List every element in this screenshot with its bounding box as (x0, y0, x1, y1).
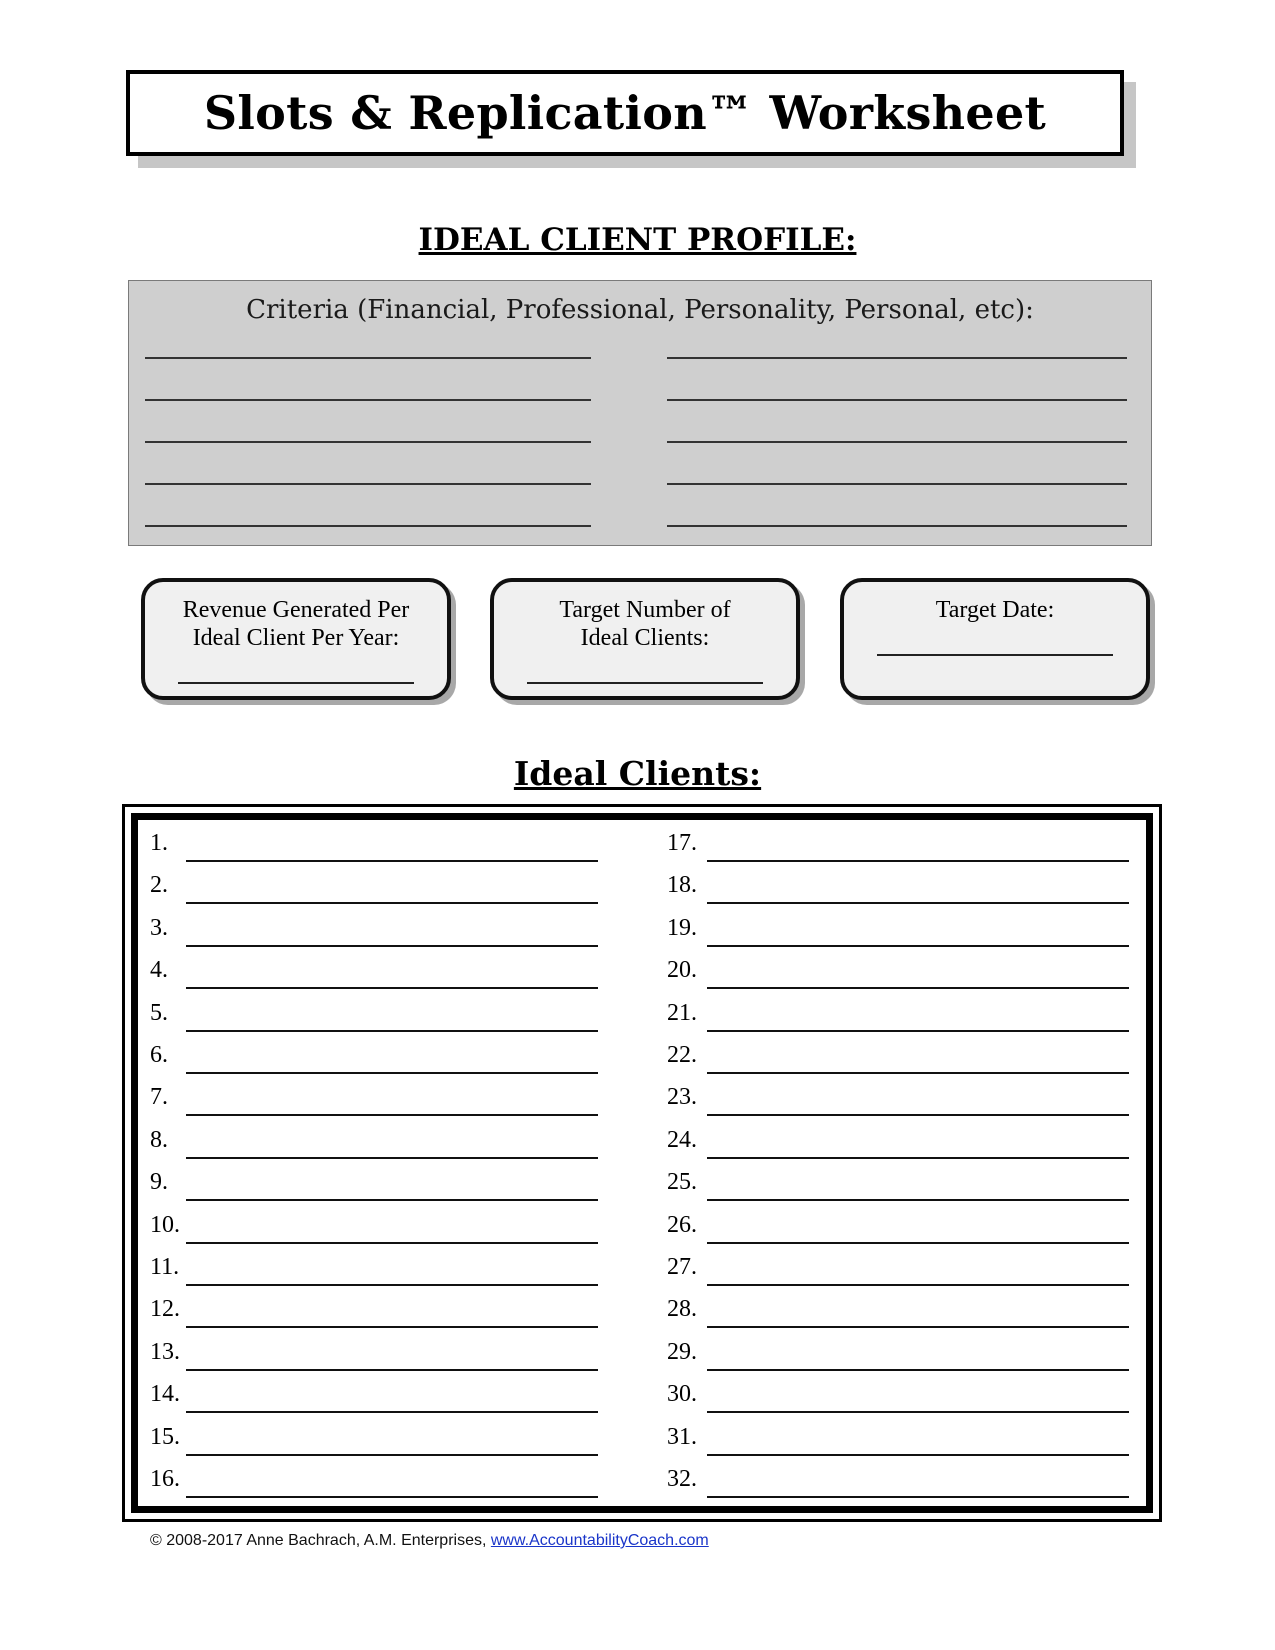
target-date-box (840, 578, 1150, 700)
client-name-line[interactable] (707, 1411, 1129, 1413)
client-name-line[interactable] (707, 902, 1129, 904)
client-row (150, 1337, 598, 1371)
client-name-line[interactable] (186, 1369, 598, 1371)
client-number: 10. (150, 1211, 180, 1238)
client-row (667, 1464, 1129, 1498)
client-row (667, 870, 1129, 904)
client-row (667, 1379, 1129, 1413)
criteria-line-right[interactable] (667, 399, 1127, 401)
client-row (150, 1167, 598, 1201)
target-number-label-line-1: Target Number of (559, 597, 731, 623)
client-number: 21. (667, 999, 697, 1026)
client-number: 23. (667, 1084, 697, 1111)
client-number: 18. (667, 872, 697, 899)
client-number: 30. (667, 1381, 697, 1408)
revenue-per-client-box (141, 578, 451, 700)
target-number-input-line[interactable] (527, 656, 763, 684)
client-name-line[interactable] (186, 1284, 598, 1286)
revenue-input-line[interactable] (178, 656, 414, 684)
client-name-line[interactable] (707, 1326, 1129, 1328)
client-name-line[interactable] (707, 1242, 1129, 1244)
client-name-line[interactable] (707, 1030, 1129, 1032)
client-name-line[interactable] (186, 902, 598, 904)
revenue-label-line-2: Ideal Client Per Year: (192, 625, 400, 651)
client-row (150, 1210, 598, 1244)
criteria-line-left[interactable] (145, 357, 591, 359)
criteria-line-left[interactable] (145, 483, 591, 485)
criteria-line-left[interactable] (145, 441, 591, 443)
client-number: 2. (150, 872, 168, 899)
client-name-line[interactable] (186, 1030, 598, 1032)
client-row (667, 1082, 1129, 1116)
client-row (150, 870, 598, 904)
client-name-line[interactable] (707, 860, 1129, 862)
footer (150, 1532, 709, 1550)
copyright-text: © 2008-2017 Anne Bachrach, A.M. Enterprises, (150, 1532, 491, 1549)
client-number: 7. (150, 1084, 168, 1111)
client-number: 24. (667, 1126, 697, 1153)
client-number: 11. (150, 1254, 180, 1280)
client-row (150, 1464, 598, 1498)
client-row (667, 828, 1129, 862)
client-number: 9. (150, 1169, 168, 1196)
client-number: 16. (150, 1466, 180, 1492)
client-row (150, 1294, 598, 1328)
client-number: 15. (150, 1423, 180, 1450)
client-number: 6. (150, 1042, 168, 1068)
criteria-line-right[interactable] (667, 525, 1127, 527)
client-row (150, 1379, 598, 1413)
client-number: 13. (150, 1338, 180, 1365)
client-row (667, 913, 1129, 947)
client-row (667, 1337, 1129, 1371)
ideal-client-profile-heading: IDEAL CLIENT PROFILE: (418, 222, 857, 258)
client-name-line[interactable] (707, 1284, 1129, 1286)
page-title: Slots & Replication™ Worksheet (203, 86, 1047, 140)
criteria-label: Criteria (Financial, Professional, Personality, Personal, etc): (246, 295, 1034, 325)
client-name-line[interactable] (707, 1157, 1129, 1159)
target-number-label-line-2: Ideal Clients: (580, 625, 710, 651)
client-name-line[interactable] (186, 860, 598, 862)
client-number: 32. (667, 1466, 697, 1492)
client-number: 22. (667, 1042, 697, 1068)
client-name-line[interactable] (707, 1199, 1129, 1201)
client-name-line[interactable] (186, 1157, 598, 1159)
client-number: 29. (667, 1338, 697, 1365)
client-row (150, 1040, 598, 1074)
client-name-line[interactable] (186, 1326, 598, 1328)
ideal-clients-heading: Ideal Clients: (513, 754, 762, 793)
criteria-line-right[interactable] (667, 357, 1127, 359)
client-name-line[interactable] (186, 987, 598, 989)
client-row (667, 1422, 1129, 1456)
client-row (667, 1252, 1129, 1286)
target-date-input-line[interactable] (877, 628, 1113, 656)
client-name-line[interactable] (186, 1242, 598, 1244)
client-name-line[interactable] (707, 1454, 1129, 1456)
target-date-label: Target Date: (935, 597, 1055, 623)
client-row (150, 955, 598, 989)
client-number: 14. (150, 1381, 180, 1408)
criteria-line-left[interactable] (145, 399, 591, 401)
client-number: 20. (667, 957, 697, 984)
target-number-box (490, 578, 800, 700)
client-name-line[interactable] (186, 1411, 598, 1413)
client-name-line[interactable] (707, 1369, 1129, 1371)
ideal-clients-frame (122, 804, 1162, 1522)
client-name-line[interactable] (186, 1114, 598, 1116)
client-number: 28. (667, 1296, 697, 1323)
client-row (150, 1082, 598, 1116)
client-name-line[interactable] (707, 1496, 1129, 1498)
client-number: 31. (667, 1423, 697, 1450)
client-number: 19. (667, 914, 697, 941)
client-row (667, 998, 1129, 1032)
client-name-line[interactable] (707, 987, 1129, 989)
client-name-line[interactable] (186, 1454, 598, 1456)
client-name-line[interactable] (186, 1072, 598, 1074)
criteria-line-right[interactable] (667, 441, 1127, 443)
client-name-line[interactable] (707, 945, 1129, 947)
website-link[interactable]: www.AccountabilityCoach.com (490, 1532, 709, 1549)
client-row (667, 1210, 1129, 1244)
client-name-line[interactable] (186, 1496, 598, 1498)
client-number: 1. (150, 830, 168, 856)
client-number: 3. (150, 914, 168, 941)
client-row (150, 1422, 598, 1456)
criteria-box (128, 280, 1152, 546)
client-number: 4. (150, 957, 168, 984)
client-number: 17. (667, 830, 697, 856)
client-row (667, 1040, 1129, 1074)
client-name-line[interactable] (707, 1114, 1129, 1116)
criteria-line-right[interactable] (667, 483, 1127, 485)
client-name-line[interactable] (186, 945, 598, 947)
revenue-label-line-1: Revenue Generated Per (182, 597, 410, 623)
client-number: 8. (150, 1126, 168, 1153)
client-number: 26. (667, 1211, 697, 1238)
client-number: 27. (667, 1254, 697, 1280)
client-row (150, 1252, 598, 1286)
client-row (667, 955, 1129, 989)
client-name-line[interactable] (707, 1072, 1129, 1074)
client-row (150, 998, 598, 1032)
client-row (150, 913, 598, 947)
client-number: 12. (150, 1296, 180, 1323)
client-number: 25. (667, 1169, 697, 1196)
client-number: 5. (150, 999, 168, 1026)
client-name-line[interactable] (186, 1199, 598, 1201)
title-box (126, 70, 1124, 156)
client-row (667, 1294, 1129, 1328)
criteria-line-left[interactable] (145, 525, 591, 527)
client-row (667, 1167, 1129, 1201)
client-row (667, 1125, 1129, 1159)
client-row (150, 828, 598, 862)
client-row (150, 1125, 598, 1159)
